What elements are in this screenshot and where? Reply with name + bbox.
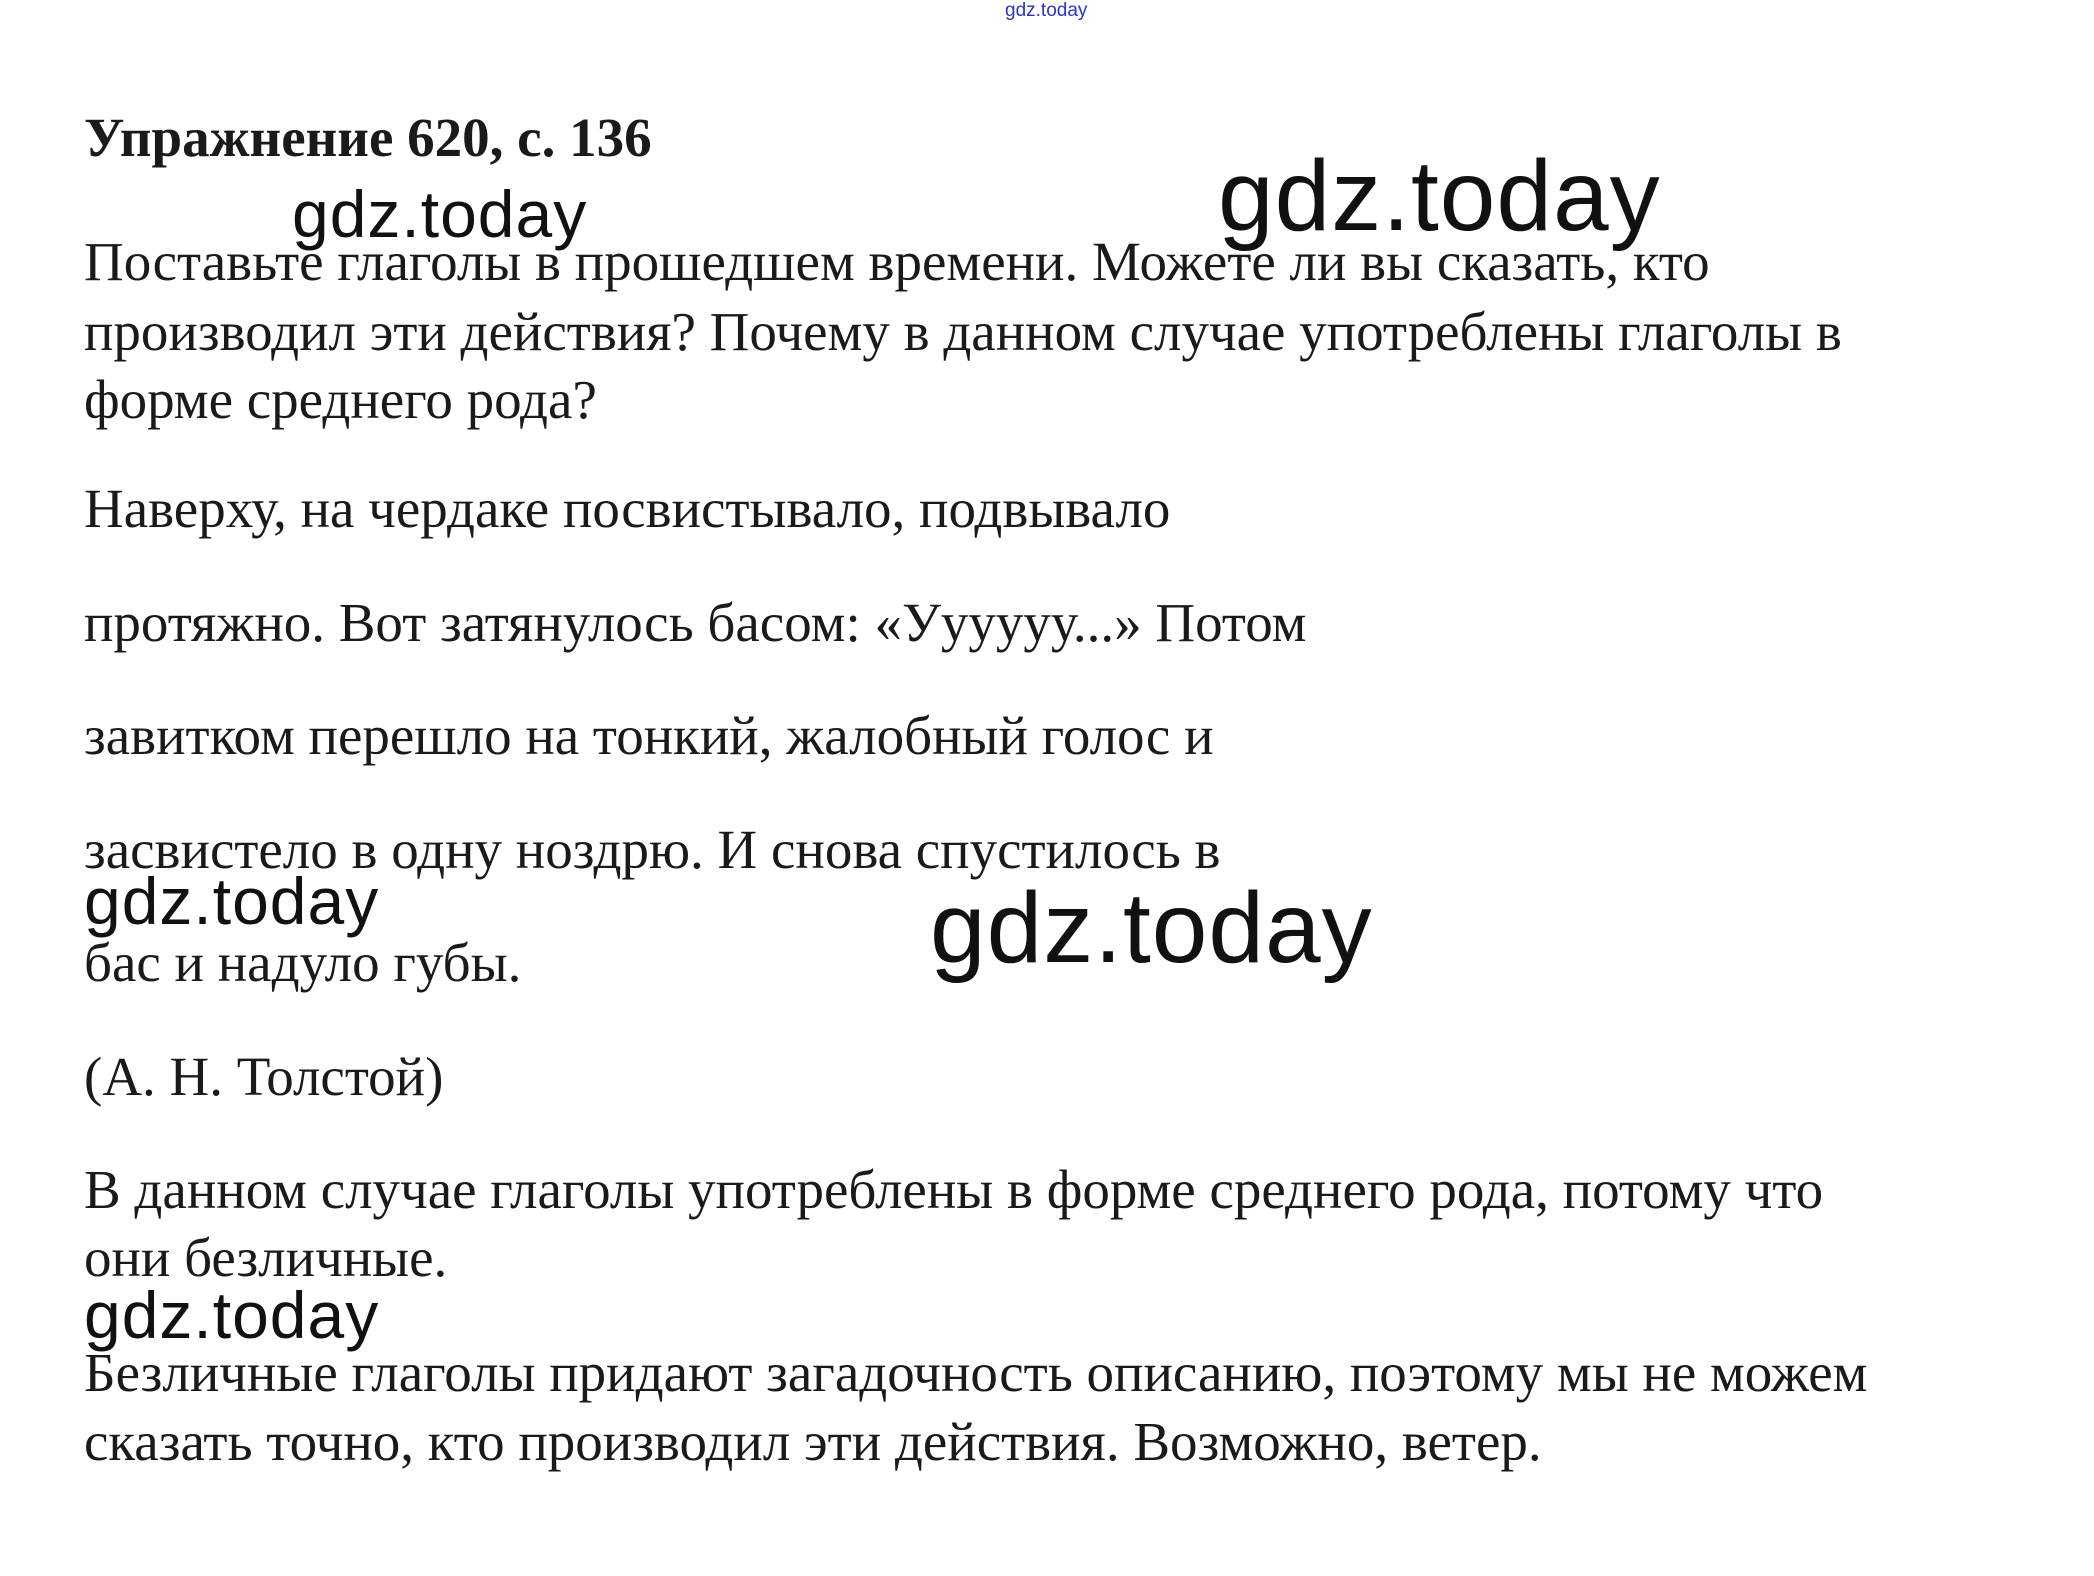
task-line: форме среднего рода? <box>84 369 597 430</box>
conclusion-line: сказать точно, кто производил эти действия. Возможно, ветер. <box>84 1411 1542 1472</box>
excerpt-line: протяжно. Вот затянулось басом: «Уууууу...» Потом <box>84 592 1307 653</box>
watermark: gdz.today <box>1218 140 1661 252</box>
page-title: Упражнение 620, с. 136 <box>84 107 652 168</box>
task-line: Поставьте глаголы в прошедшем времени. Можете ли вы сказать, кто <box>84 231 1710 292</box>
watermark: gdz.today <box>84 1278 380 1352</box>
excerpt-line: завитком перешло на тонкий, жалобный голос и <box>84 705 1214 766</box>
watermark: gdz.today <box>292 177 588 251</box>
answer-line: они безличные. <box>84 1227 448 1288</box>
watermark: gdz.today <box>84 864 380 938</box>
top-watermark: gdz.today <box>1005 0 1088 21</box>
watermark: gdz.today <box>930 872 1373 984</box>
excerpt-line: Наверху, на чердаке посвистывало, подвывало <box>84 478 1171 539</box>
task-line: производил эти действия? Почему в данном случае употреблены глаголы в <box>84 301 1842 362</box>
excerpt-author: (А. Н. Толстой) <box>84 1046 444 1107</box>
answer-line: В данном случае глаголы употреблены в форме среднего рода, потому что <box>84 1159 1824 1220</box>
excerpt-line: бас и надуло губы. <box>84 932 522 993</box>
conclusion-line: Безличные глаголы придают загадочность описанию, поэтому мы не можем <box>84 1342 1868 1403</box>
excerpt-line: засвистело в одну ноздрю. И снова спустилось в <box>84 819 1221 880</box>
